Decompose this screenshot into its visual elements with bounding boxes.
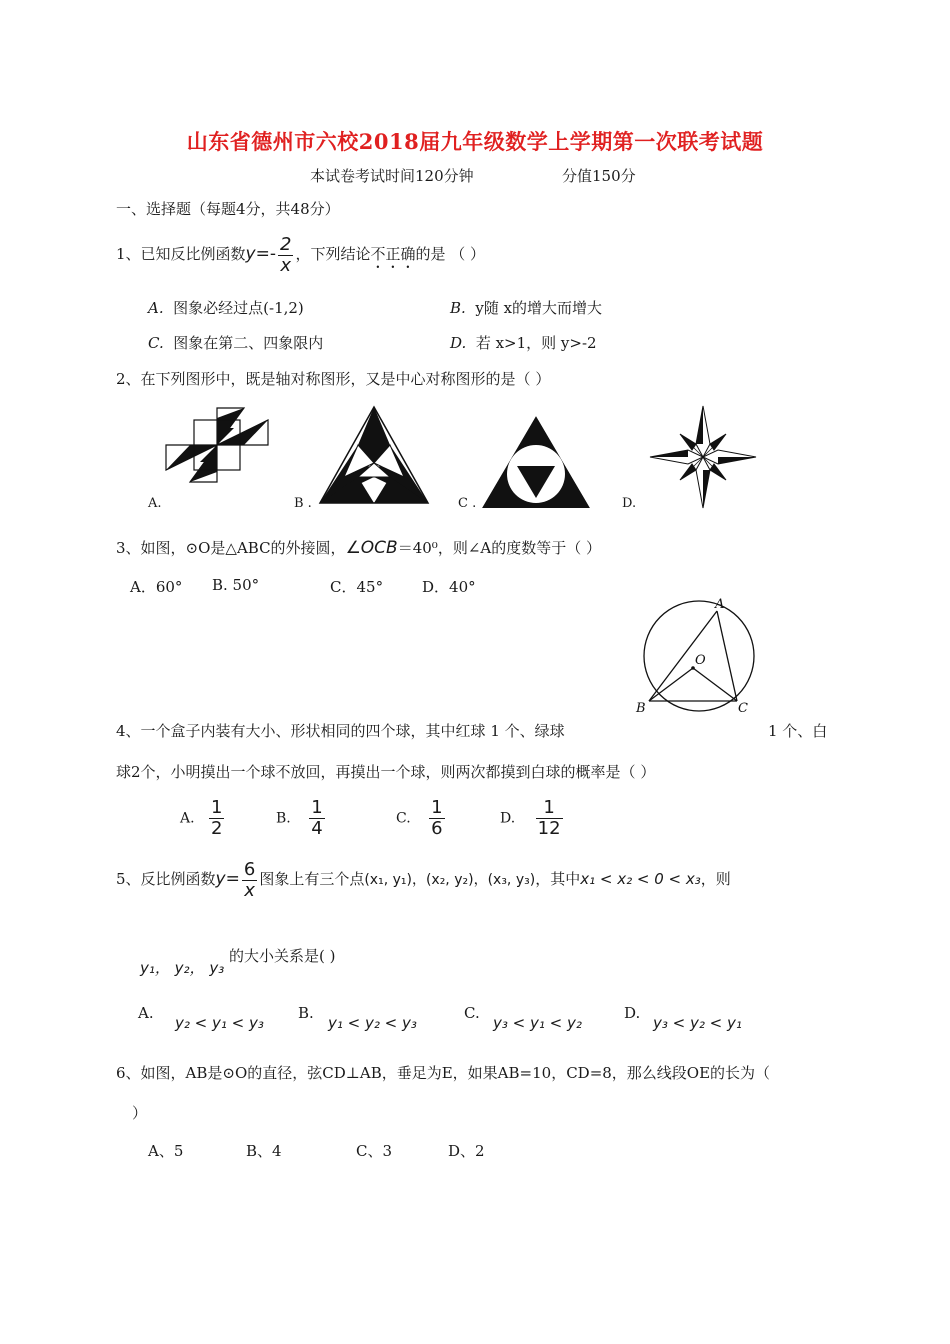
q6-option-c: C、3 — [356, 1142, 393, 1160]
q4-option-b: B. $\frac{1}{4}$ — [276, 797, 323, 839]
q1-denominator: x — [278, 255, 293, 276]
q1-prefix: 1、已知反比例函数 — [116, 245, 246, 263]
page-title: 山东省德州市六校2018届九年级数学上学期第一次联考试题 — [186, 129, 764, 154]
figure-d-star — [648, 404, 758, 510]
q5-option-a: A. — [138, 1004, 154, 1022]
question-6-line2: ） — [132, 1104, 148, 1122]
q5-points: (x₁, y₁)，(x₂, y₂)，(x₃, y₃) — [364, 872, 536, 888]
q5-vars: y₁， y₂， y₃ — [140, 959, 225, 977]
q3-label-a: A — [715, 597, 725, 612]
figure-b-label: B . — [294, 496, 312, 511]
q4-option-a: A. $\frac{1}{2}$ — [180, 797, 223, 839]
figure-a-label: A. — [148, 496, 162, 511]
question-4-line1: 4、一个盒子内装有大小、形状相同的四个球，其中红球 1 个、绿球 — [116, 722, 565, 740]
q1-option-a: A. 图象必经过点(-1,2) — [148, 299, 304, 317]
question-5: 5、反比例函数y= $\frac{6}{x}$ 图象上有三个点(x₁, y₁)，(x₂, y₂)，(x₃, y₃)，其中x₁ < x₂ < 0 < x₃，则 — [116, 858, 731, 901]
q4-option-c: C. $\frac{1}{6}$ — [396, 797, 443, 839]
figure-c-label: C . — [458, 496, 477, 511]
q5-option-d-expr: y₃ < y₂ < y₁ — [653, 1014, 742, 1032]
question-2: 2、在下列图形中，既是轴对称图形，又是中心对称图形的是（ ） — [116, 370, 551, 388]
q1-suffix-b: 的是 （ ） — [415, 245, 486, 263]
q5-option-b: B. — [298, 1004, 314, 1022]
question-6-line1: 6、如图，AB是⊙O的直径，弦CD⊥AB，垂足为E，如果AB=10，CD=8，那么线段OE的长为（ — [116, 1064, 771, 1082]
question-1 — [116, 232, 485, 276]
q3-option-d: D．40° — [422, 578, 476, 596]
q1-suffix: ，下列结论 — [295, 245, 371, 263]
figure-a-pinwheel — [164, 406, 270, 484]
question-5-line2: y₁， y₂， y₃ 的大小关系是( ) — [140, 947, 336, 977]
figure-c-triangle — [480, 414, 592, 510]
q3-option-b: B. 50° — [212, 576, 260, 594]
q3-angle: ∠OCB — [345, 538, 398, 558]
question-4-line1-end: 1 个、白 — [768, 722, 828, 740]
exam-score: 分值150分 — [562, 167, 636, 185]
section-heading: 一、选择题（每题4分，共48分） — [116, 200, 340, 218]
q5-option-b-expr: y₁ < y₂ < y₃ — [328, 1014, 417, 1032]
q5-option-d: D. — [624, 1004, 641, 1022]
q5-option-c-expr: y₃ < y₁ < y₂ — [493, 1014, 582, 1032]
q1-func-y: y — [245, 244, 256, 264]
q1-emphasis: 不正确 — [370, 245, 416, 263]
q1-numerator: 2 — [280, 233, 292, 255]
q3-label-c: C — [738, 701, 748, 716]
q5-option-a-expr: y₂ < y₁ < y₃ — [175, 1014, 264, 1032]
q3-label-b: B — [636, 701, 646, 716]
q6-option-a: A、5 — [148, 1142, 184, 1160]
figure-d-label: D. — [622, 496, 637, 511]
q3-circle-figure — [630, 596, 760, 714]
question-3: 3、如图，⊙O是△ABC的外接圆，∠OCB＝40⁰，则∠A的度数等于（ ） — [116, 538, 601, 558]
question-4-line2: 球2个，小明摸出一个球不放回，再摸出一个球，则两次都摸到白球的概率是（ ） — [116, 763, 656, 781]
q4-option-d: D. $\frac{1}{12}$ — [500, 797, 561, 839]
q1-fraction — [278, 235, 293, 276]
figure-b-triangle — [318, 405, 430, 505]
q6-option-d: D、2 — [448, 1142, 485, 1160]
q3-option-a: A．60° — [130, 578, 183, 596]
q3-option-c: C．45° — [330, 578, 384, 596]
q5-condition: x₁ < x₂ < 0 < x₃ — [580, 870, 701, 888]
q5-option-c: C. — [464, 1004, 480, 1022]
q1-option-d: D. 若 x>1，则 y>-2 — [450, 334, 597, 352]
q1-func-eq: =- — [255, 244, 276, 264]
q6-option-b: B、4 — [246, 1142, 282, 1160]
exam-time: 本试卷考试时间120分钟 — [310, 167, 474, 185]
q3-label-o: O — [695, 653, 706, 668]
q1-option-b: B. y随 x的增大而增大 — [450, 299, 603, 317]
q1-option-c: C. 图象在第二、四象限内 — [148, 334, 324, 352]
